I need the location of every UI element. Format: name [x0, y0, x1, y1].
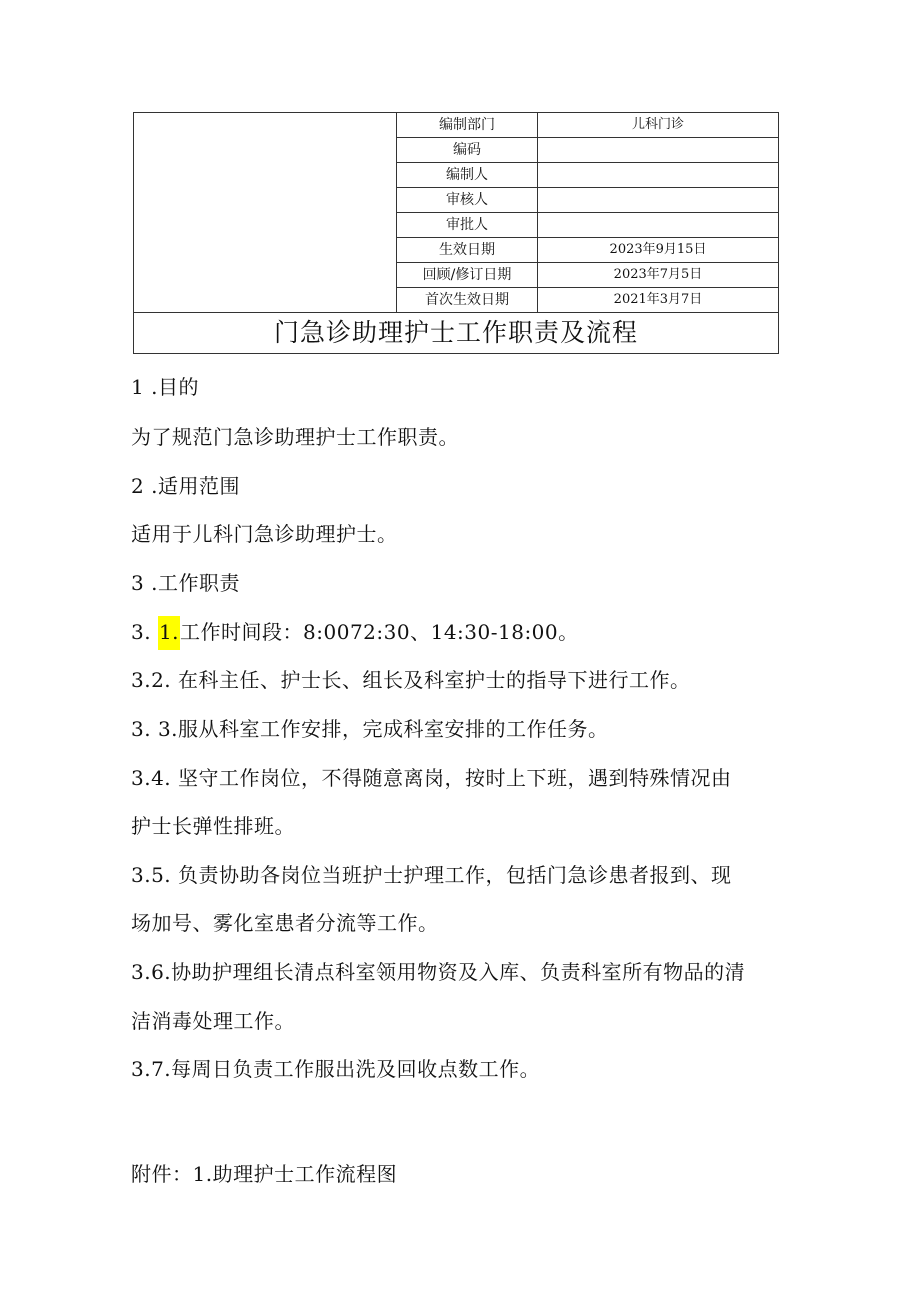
item-3-5-line-1: 3.5. 负责协助各岗位当班护士护理工作，包括门急诊患者报到、现 — [131, 863, 732, 887]
item-3-7: 3.7.每周日负责工作服出洗及回收点数工作。 — [131, 1057, 541, 1081]
field-label-author: 编制人 — [397, 163, 538, 188]
item-3-1-highlight: 1. — [158, 616, 180, 650]
field-label-revision-date: 回顾/修订日期 — [397, 263, 538, 288]
field-value-revision-date: 2023年7月5日 — [538, 263, 779, 288]
section-3-heading: 3 .工作职责 — [131, 571, 240, 595]
field-value-author — [538, 163, 779, 188]
item-3-6-line-1: 3.6.协助护理组长清点科室领用物资及入库、负责科室所有物品的清 — [131, 960, 746, 984]
logo-area — [134, 113, 397, 313]
field-value-code — [538, 138, 779, 163]
item-3-3: 3. 3.服从科室工作安排，完成科室安排的工作任务。 — [131, 717, 609, 741]
item-3-2: 3.2. 在科主任、护士长、组长及科室护士的指导下进行工作。 — [131, 668, 691, 692]
field-value-effective-date: 2023年9月15日 — [538, 238, 779, 263]
item-3-4-line-2: 护士长弹性排班。 — [131, 814, 295, 838]
field-label-reviewer: 审核人 — [397, 188, 538, 213]
field-label-first-effective-date: 首次生效日期 — [397, 288, 538, 313]
field-label-effective-date: 生效日期 — [397, 238, 538, 263]
item-3-1-prefix: 3. — [131, 620, 158, 644]
section-1-heading: 1 .目的 — [131, 375, 199, 399]
document-title: 门急诊助理护士工作职责及流程 — [134, 313, 779, 354]
field-value-department: 儿科门诊 — [538, 113, 779, 138]
field-label-department: 编制部门 — [397, 113, 538, 138]
document-header-table — [133, 112, 779, 354]
attachment-line: 附件：1.助理护士工作流程图 — [131, 1162, 398, 1186]
item-3-1 — [131, 619, 579, 645]
section-2-text: 适用于儿科门急诊助理护士。 — [131, 522, 398, 546]
item-3-6-line-2: 洁消毒处理工作。 — [131, 1009, 295, 1033]
field-value-approver — [538, 213, 779, 238]
section-1-text: 为了规范门急诊助理护士工作职责。 — [131, 425, 459, 449]
item-3-5-line-2: 场加号、雾化室患者分流等工作。 — [131, 911, 439, 935]
section-2-heading: 2 .适用范围 — [131, 474, 240, 498]
field-value-first-effective-date: 2021年3月7日 — [538, 288, 779, 313]
field-value-reviewer — [538, 188, 779, 213]
item-3-4-line-1: 3.4. 坚守工作岗位，不得随意离岗，按时上下班，遇到特殊情况由 — [131, 766, 732, 790]
item-3-1-text: 工作时间段：8:0072:30、14:30-18:00。 — [180, 620, 579, 644]
field-label-code: 编码 — [397, 138, 538, 163]
field-label-approver: 审批人 — [397, 213, 538, 238]
